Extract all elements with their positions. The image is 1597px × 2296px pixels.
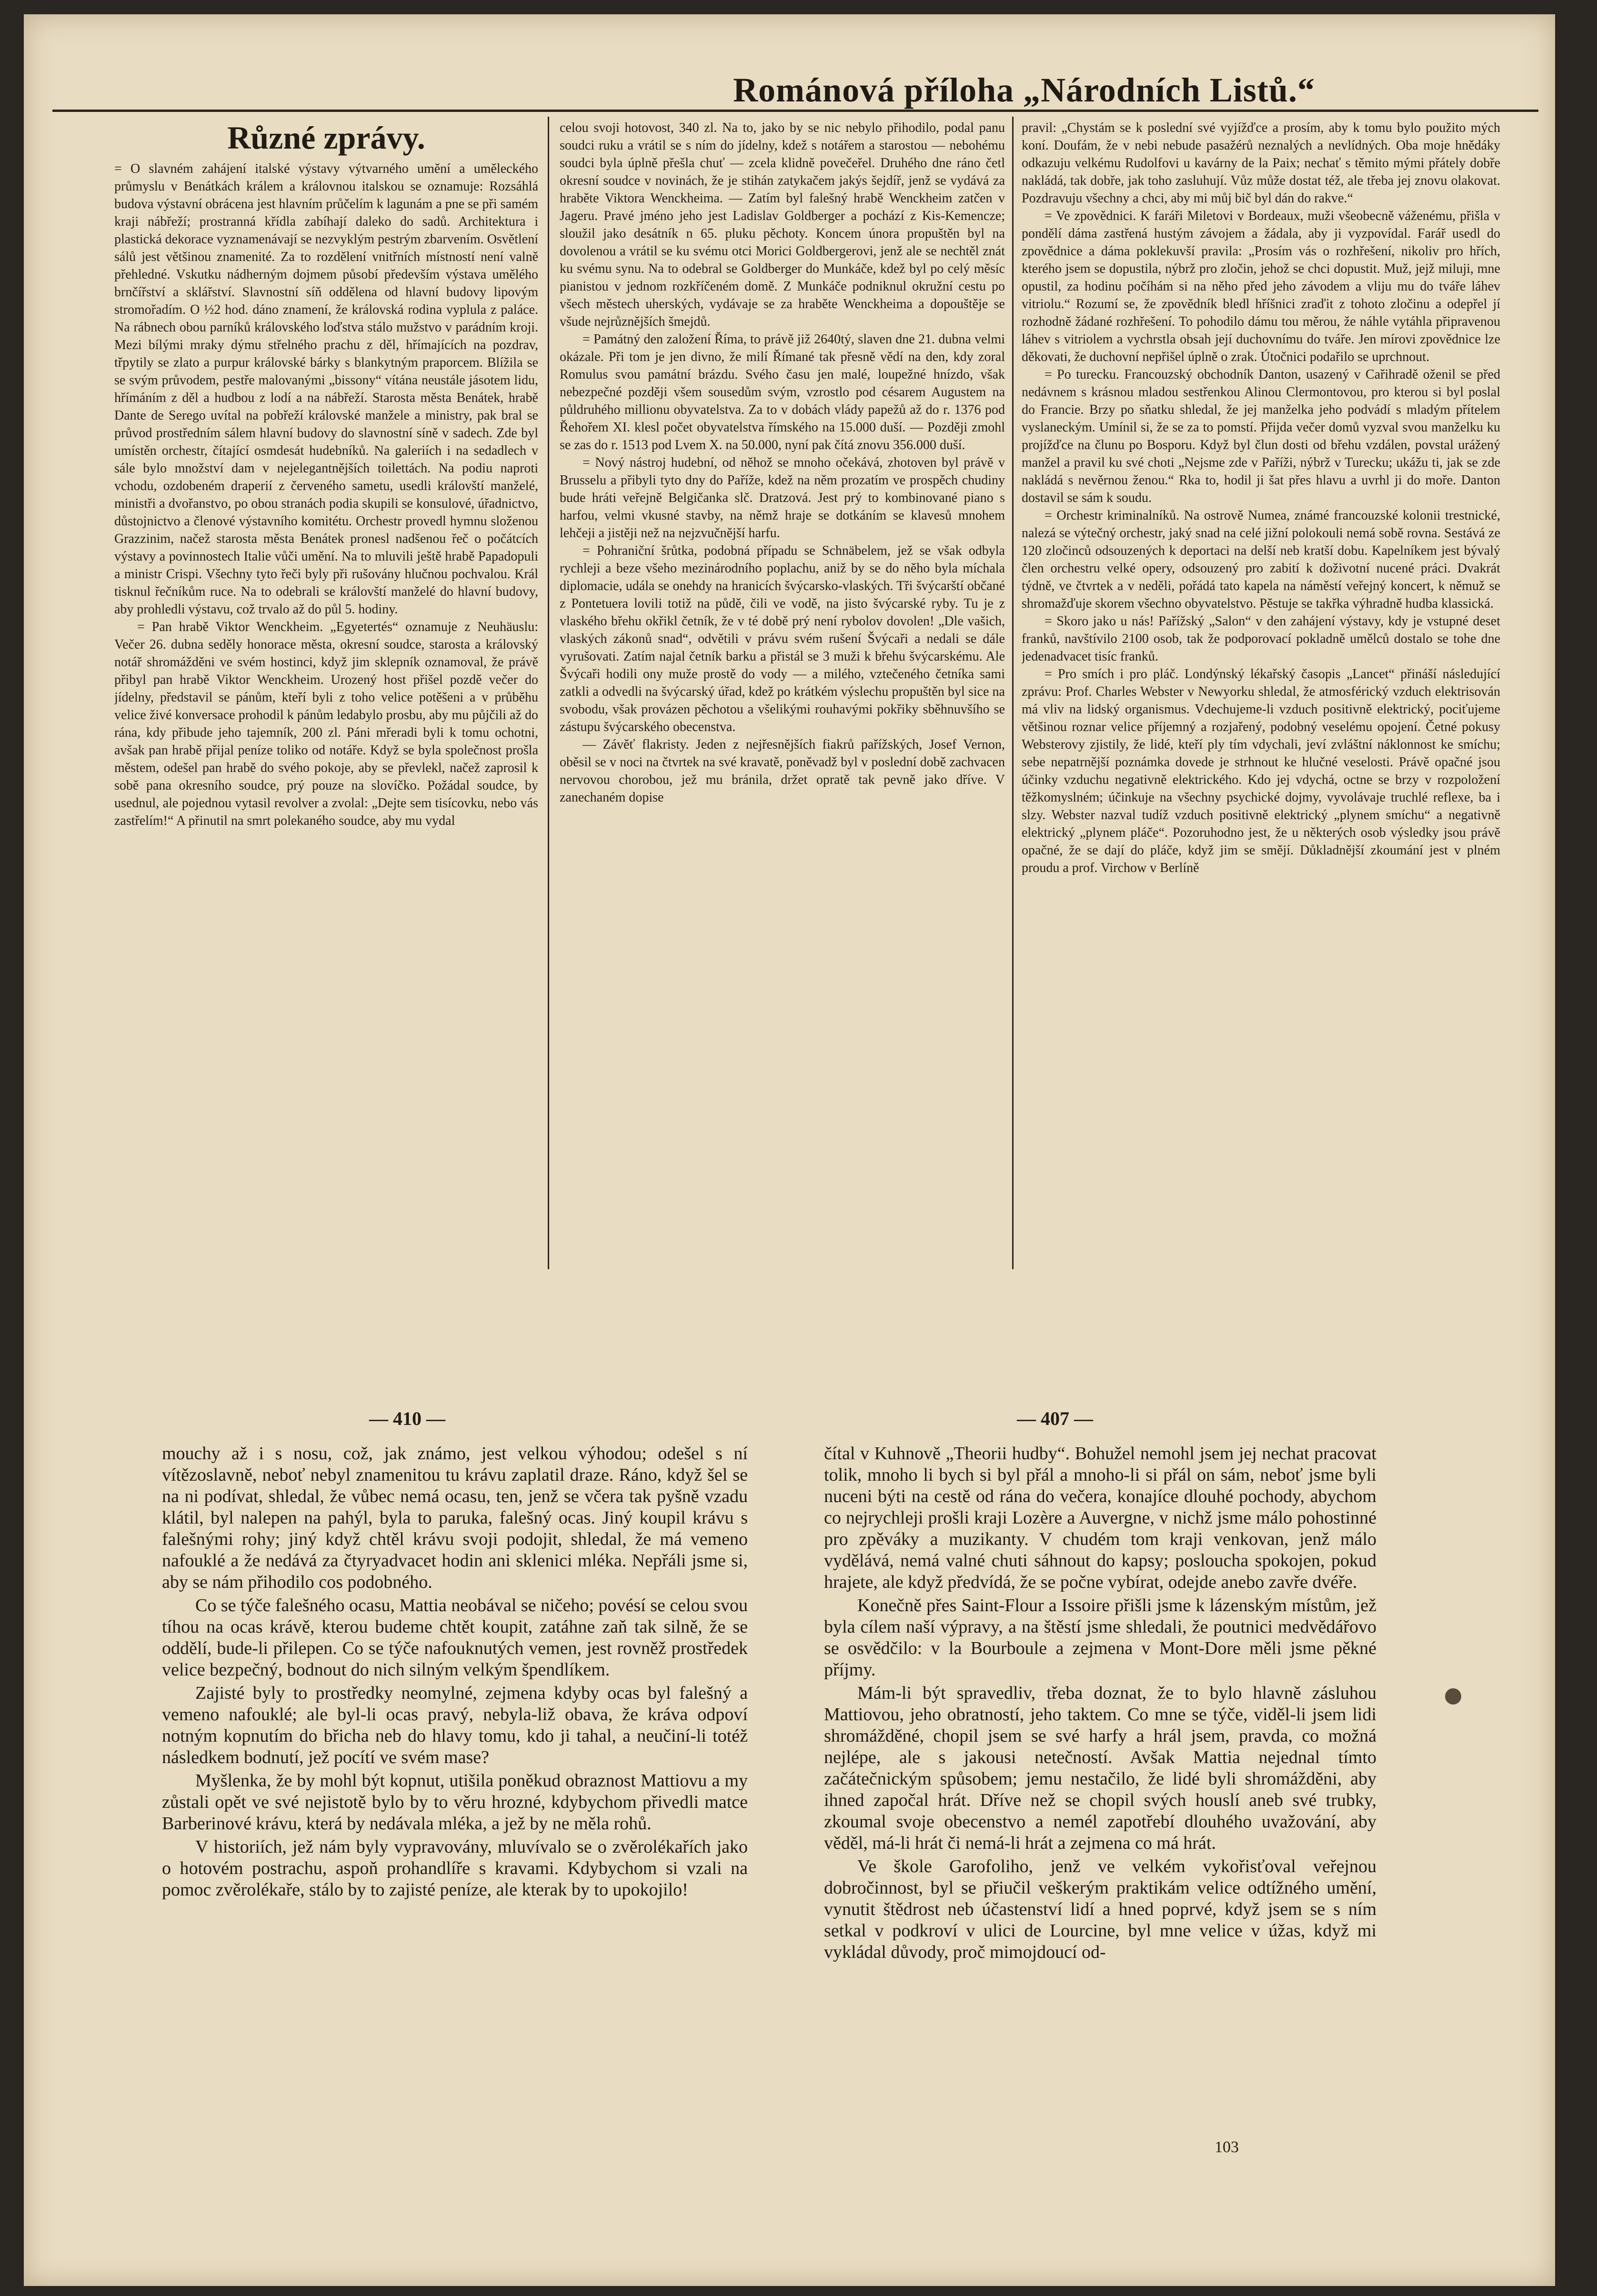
novel-paragraph: mouchy až i s nosu, což, jak známo, jest velkou výhodou; odešel s ní vítězoslavně, neboť nebyl znamenitou tu krávu zaplatil draze. Ráno, když šel se na ni podívat, shledal, že vůbec nemá ocasu, ten, jenž se včera tak pyšně vzadu klátil, byl nalepen na pahýl, byla to paruka, falešný ocas. Jiný koupil krávu s falešnými rohy; jiný když chtěl krávu svoji podojit, shledal, že má vemeno nafouklé a že nedává za čtyryadvacet hodin ani sklenici mléka. Nepřáli jsme si, aby se nám přihodilo cos podobného. bbox=[162, 1444, 748, 1592]
article-paragraph: = Pro smích i pro pláč. Londýnský lékařský časopis „Lancet“ přináší následující zprávu: Prof. Charles Webster v Newyorku shledal, že atmosférický vzduch elektrisován má vliv na lidský organismus. Vdechujeme-li vzduch positivně elektrický, pociťujeme většinou roznar velice příjemný a rozjařený, podobný veselému opojení. Četné pokusy Websterovy zjistily, že lidé, kteří ply tím vdychali, jeví zvláštní náklonnost ke smíchu; sebe nepatrnější poznámka dovede je strhnout ke hlučné veselosti. Právě opačné jsou účinky vzduchu negativně elektrického. Kdo jej vdychá, octne se brzy v rozpoložení těžkomyslném; účinkuje na všechny psychické dojmy, vyvolávaje truchlé reflexe, ba i slzy. Webster nazval tudíž vzduch positivně elektrický „plynem smíchu“ a negativně elektrický „plynem pláče“. Pozoruhodno jest, že u některých osob výsledky jsou právě opačné, že se dají do pláče, když jim se smějí. Důkladnější zkoumání jest v plném proudu a prof. Virchow v Berlíně bbox=[1022, 667, 1500, 875]
newspaper-page bbox=[24, 14, 1555, 2286]
article-paragraph: — Závěť flakristy. Jeden z nejřesnějších fiakrů pařížských, Josef Vernon, oběsil se v noci na čtvrtek na své kravatě, poněvadž byl v poslední době zachvacen nervovou chorobou, jež mu bránila, držet opratě tak pevně jako dříve. V zanechaném dopise bbox=[560, 737, 1005, 805]
article-paragraph: = Pan hrabě Viktor Wenckheim. „Egyetertés“ oznamuje z Neuhäuslu: Večer 26. dubna seděly honorace města, okresní soudce, starosta a královský notář shromážděni ve svém hostinci, když jim sklepník oznamoval, že právě přibyl pan hrabě Viktor Wenckheim. Urozený host přišel pozdě večer do jídelny, představil se pánům, kteří byli z toho velice potěšeni a v průběhu velice živé konversace prohodil k pánům ledabylo prosbu, aby mu půjčili až do rána, kdy přibude jeho tajemník, 200 zl. Páni mřeradi byli k tomu ochotni, avšak pan hrabě přijal peníze toliko od notáře. Když se byla společnost prošla městem, odešel pan hrabě do svého pokoje, aby se převlekl, načež zaprosil k sobě pana okresního soudce, prý pouze na slovíčko. Požádal soudce, by usednul, ale pojednou vytasil revolver a zvolal: „Dejte sem tisícovku, nebo vás zastřelím!“ A přinutil na smrt polekaného soudce, aby mu vydal bbox=[114, 620, 538, 828]
novel-right-column bbox=[824, 1443, 1376, 2134]
article-paragraph: pravil: „Chystám se k poslední své vyjížďce a prosím, aby k tomu bylo použito mých koní. Doufám, že v nebi nebude pasažérů neznalých a nevlídných. Oba moje hnědáky odkazuju velkému Rudolfovi u kavárny de la Paix; nechať s těmito mými přátely dobře nakládá, tak dobře, jak toho zasluhují. Vůz může dostat též, ale třeba jej znovu olakovat. Pozdravuju všechny a chci, aby mi můj bič byl dán do rakve.“ bbox=[1022, 120, 1500, 206]
page-header: Románová příloha „Národních Listů.“ bbox=[733, 71, 1315, 109]
article-paragraph: = Skoro jako u nás! Pařížský „Salon“ v den zahájení výstavy, kdy je vstupné deset franků, navštívilo 2100 osob, tak že podporovací pokladně umělců dostalo se tohe dne jedenadvacet tisíc franků. bbox=[1022, 614, 1500, 664]
article-paragraph: = Ve zpovědnici. K faráři Miletovi v Bordeaux, muži všeobecně váženému, přišla v pondělí dáma zastřená hustým závojem a žádala, aby ji vyzpovídal. Farář usedl do zpovědnice a dáma poklekuvší pravila: „Prosím vás o rozhřešení, nikoliv pro hřích, kterého jsem se dopustila, nýbrž pro zločin, jehož se chci dopustit. Muž, jejž miluji, mne opustil, za hodinu počíhám si na něho před jeho závodem a vliju mu do tváře láhev vitriolu.“ Rozumí se, že zpovědník bledl hříšnici zraďit z tohoto zločinu a odepřel jí rozhodně žádané rozhřešení. To pohodilo dámu tou měrou, že náhle vytáhla připravenou láhev s vitriolem a vychrstla obsah její duchovnímu do tváře. Jen mírovi zpovědnice lze děkovati, že duchovní nepřišel úplně o zrak. Útočnici podařilo se uprchnout. bbox=[1022, 209, 1500, 364]
novel-left-column bbox=[162, 1443, 748, 2134]
section-title: Různé zprávy. bbox=[227, 120, 425, 156]
novel-paragraph: Mám-li být spravedliv, třeba doznat, že to bylo hlavně zásluhou Mattiovou, jeho obratností, jeho taktem. Co mne se týče, viděl-li jsem lidi shromážděné, chopil jsem se své harfy a hrál jsem, pravda, co možná nejlépe, ale s jakousi netečností. Avšak Mattia nejednal tímto začátečnickým spůsobem; jemu nestačilo, že lidé byli shromážděni, aby ihned započal hrát. Dříve než se chopil svých houslí aneb své trubky, zkoumal svoje obecenstvo a nemél zapotřebí dlouhého uvažování, aby věděl, má-li hrát či nemá-li hrát a zejmena co má hrát. bbox=[824, 1683, 1376, 1853]
article-paragraph: = Pohraniční šrůtka, podobná případu se Schnäbelem, jež se však odbyla rychleji a beze všeho mezinárodního poplachu, aniž by se do něho byla míchala diplomacie, udála se onehdy na hranicích švýcarsko-vlaských. Tři švýcarští občané z Pontetuera lovili totiž na půdě, čili ve vodě, na jisto švýcarské ryby. Tu je z vlaského břehu okřikl četník, že v té době prý není rybolov dovolen! „Dle vašich, vlaských zákonů snad“, odvětili v právu svém rušení Švýcaři a nedali se dále vyrušovati. Zatím najal četník barku a přistál se 3 muži k břehu švýcarskému. Ale Švýcaři hodili ony muže prostě do vody — a milého, vztečeného četníka sami zatkli a odvedli na švýcarský úřad, kdež po krátkém výslechu propuštěn byl sice na svobodu, však provázen pěchotou a všelikými rouhavými pokřiky sběhnuvšího se zástupu švýcarského obecenstva. bbox=[560, 543, 1005, 734]
novel-paragraph: V historiích, jež nám byly vypravovány, mluvívalo se o zvěrolékařích jako o hotovém postrachu, aspoň prohandlíře s kravami. Kdybychom si vzali na pomoc zvěrolékaře, stálo by to zajisté peníze, ale kterak by to upokojilo! bbox=[162, 1837, 748, 1900]
column-divider bbox=[548, 117, 549, 1269]
novel-paragraph: Zajisté byly to prostředky neomylné, zejmena kdyby ocas byl falešný a vemeno nafouklé; ale byl-li ocas pravý, nebyla-liž obava, že kráva odpoví notným kopnutím do břicha neb do hlavy tomu, kdo ji tahal, a neučiní-li totéž následkem bodnutí, jež pocítí ve svém mase? bbox=[162, 1683, 748, 1767]
novel-paragraph: Co se týče falešného ocasu, Mattia neobával se ničeho; povésí se celou svou tíhou na ocas krávě, kterou budeme chtět koupit, zatáhne zaň tak silně, že se oddělí, bude-li přilepen. Co se týče nafouknutých vemen, jest rovněž prostředek velice bezpečný, bodnout do nich silným velkým špendlíkem. bbox=[162, 1595, 748, 1680]
column-1 bbox=[114, 119, 538, 1267]
column-divider bbox=[1012, 117, 1014, 1269]
punch-hole bbox=[1445, 1688, 1461, 1704]
article-paragraph: = Po turecku. Francouzský obchodník Danton, usazený v Cařihradě oženil se před nedávnem s krásnou mladou sestřenkou Alinou Clermontovou, pro kterou si byl poslal do Francie. Brzy po sňatku shledal, že jej manželka jeho podvádí s mladým přítelem vyslaneckým. Umínil si, že se za to pomstí. Přijda večer domů vyzval svou manželku ku projížďce na člunu po Bosporu. Když byl člun dosti od břehu vzdálen, povstal urážený manžel a pravil ku své choti „Nejsme zde v Paříži, nýbrž v Turecku; ukážu ti, jak se zde nakládá s nevěrnou ženou.“ Rka to, hodil ji šat přes hlavu a uvrhl ji do moře. Danton dostavil se sám k soudu. bbox=[1022, 367, 1500, 505]
novel-paragraph: Konečně přes Saint-Flour a Issoire přišli jsme k lázenským místům, jež byla cílem naší výpravy, a na štěstí jsme shledali, že poutnici medvědářovo se osvědčilo: v la Bourboule a zejmena v Mont-Dore měli jsme pěkné příjmy. bbox=[824, 1595, 1376, 1680]
footer-page-number: 103 bbox=[1215, 2138, 1239, 2156]
novel-paragraph: Myšlenka, že by mohl být kopnut, utišila poněkud obraznost Mattiovu a my zůstali opět ve své nejistotě bylo by to věru hrozné, kdybychom přivedli matce Barberinové krávu, která by nedávala mléka, a jež by ne měla rohů. bbox=[162, 1771, 748, 1834]
page-number-left: — 410 — bbox=[369, 1408, 445, 1429]
article-paragraph: = Památný den založení Říma, to právě již 2640tý, slaven dne 21. dubna velmi okázale. Při tom je jen divno, že milí Římané tak přesně vědí na den, kdy zoral Romulus svou památní brázdu. Svého času jen malé, loupežné hnízdo, však nebezpečné později všem sousedům svým, vzrostlo pod césarem Augustem na půldruhého millionu obyvatelstva. Za to v dobách vlády papežů až do r. 1376 pod Řehořem XI. klesl počet obyvatelstva římského na 15.000 duší. — Později zmohl se zas do r. 1513 pod Lvem X. na 50.000, nyní pak čítá znovu 356.000 duší. bbox=[560, 332, 1005, 452]
article-paragraph: = O slavném zahájení italské výstavy výtvarného umění a uměleckého průmyslu v Benátkách králem a královnou italskou se oznamuje: Rozsáhlá budova výstavní obrácena jest hlavním průčelím k lagunám a pne se při samém kraji nábřeží; prostranná křídla zabíhají daleko do sadů. Architektura i plastická dekorace vyznamenávají se nezvyklým pestrým zbarvením. Osvětlení sálů jest většinou znamenité. Za to rozdělení vnitřních místností není valně přehledné. Vskutku nádherným dojmem působí především výstava umělého brnčířství a sklářství. Slavnostní síň oddělena od hlavní budovy lipovým stromořadím. O ½2 hod. dáno znamení, že královská rodina vyplula z paláce. Na rábnech obou parníků královského loďstva stálo mužstvo v parádním kroji. Mezi bílými mraky dýmu střelného prachu z děl, hřímajících na pozdrav, třpytily se zlato a purpur královské bárky s blankytným praporcem. Blížila se se svým průvodem, pestře malovanými „bissony“ vítána neustále jásotem lidu, hřímáním z děl a hudbou z lodí a na nábřeží. Starosta města Benátek, hrabě Dante de Serego uvítal na pobřeží královské manžele a ministry, pak bral se průvod prostředním sálem hlavní budovy do slavnostní síně v sadech. Zde byl umístěn orchestr, čítající osmdesát hudebníků. Na galeriích i na sedadlech v sále bylo množství dam v nejelegantnějších toilettách. Na podiu naproti vchodu, ozdobeném draperií z červeného sametu, usedli královští manželé, ministři a dvořanstvo, po obou stranách podia skupili se konsulové, úřadnictvo, důstojnictvo a členové výstavního komitétu. Orchestr provedl hymnu složenou Grazzinim, načež starosta města Benátek pronesl nadšenou řeč o počátcích výstavy a povinnostech Italie vůči umění. Na to mluvili ještě hrabě Papadopuli a ministr Crispi. Všechny tyto řeči byly při rušovány hlučnou pochvalou. Král tisknul řečníkům ruce. Na to odebrali se královští manželé do hlavní budovy, aby prohledli výstavu, což trvalo až do půl 5. hodiny. bbox=[114, 161, 538, 617]
header-rule bbox=[52, 110, 1538, 112]
novel-paragraph: Ve škole Garofoliho, jenž ve velkém vykořisťoval veřejnou dobročinnost, byl se přiučil veškerým praktikám velice odtížného umění, vynutit štědrost neb účastenství lidí a hned poprvé, když jsem se s ním setkal v podkroví v ulici de Lourcine, byl mne velice v úžas, když mi vykládal důvody, proč mimojdoucí od- bbox=[824, 1856, 1376, 1962]
article-paragraph: celou svoji hotovost, 340 zl. Na to, jako by se nic nebylo přihodilo, podal panu soudci ruku a vrátil se s ním do jídelny, kdež s notářem a starostou — nebohému soudci byla úplně přešla chuť — zcela klidně povečeřel. Druhého dne ráno četl okresní soudce v novinách, že je stihán zatykačem jakýs šejdíř, jenž se vydává za hraběte Viktora Wenckheima. — Zatím byl falešný hrabě Wenckheim zatčen v Jageru. Pravé jméno jeho jest Ladislav Goldberger a pochází z Kis-Kemencze; sloužil jako desátník n 65. pluku pěchoty. Koncem února propuštěn byl na dovolenou a vrátil se ku svému otci Morici Goldbergerovi, jenž ale se nechtěl znát ku svému synu. Na to odebral se Goldberger do Munkáče, kdež byl po celý měsíc pianistou v jednom rozkříčeném domě. Z Munkáče podniknul okružní cestu po všech městech uherských, vydávaje se za hraběte Wenckheima a dopouštěje se všude nejrůznějších šmejdů. bbox=[560, 120, 1005, 329]
article-paragraph: = Nový nástroj hudební, od něhož se mnoho očekává, zhotoven byl právě v Brusselu a přibyli tyto dny do Paříže, kdež na něm prozatím ve prospěch chudiny bude hráti veřejně Belgičanka slč. Dratzová. Jest prý to kombinované piano s harfou, velmi vkusné stavby, na němž hraje se dotkáním se klavesů mnohem lehčeji a jistěji než na nejzvučnější harfu. bbox=[560, 455, 1005, 541]
novel-paragraph: čítal v Kuhnově „Theorii hudby“. Bohužel nemohl jsem jej nechat pracovat tolik, mnoho li bych si byl přál a mnoho-li si přál on sám, neboť jsme byli nuceni býti na cestě od rána do večera, konajíce dlouhé pochody, abychom co nejrychleji prošli kraji Lozère a Auvergne, v nichž jsme málo pohostinné pro zpěváky a muzikanty. V chudém tom kraji venkovan, jenž málo vydělává, nemá valné chuti sáhnout do kapsy; posloucha spokojen, pokud hrajete, ale když předvídá, že se počne vybírat, odejde anebo zavře dvéře. bbox=[824, 1444, 1376, 1592]
page-number-right: — 407 — bbox=[1017, 1408, 1093, 1429]
column-2 bbox=[560, 119, 1005, 1267]
column-3 bbox=[1022, 119, 1500, 1267]
article-paragraph: = Orchestr kriminalníků. Na ostrově Numea, známé francouzské kolonii trestnické, nalezá se výtečný orchestr, jaký snad na celé jižní polokouli nemá sobě rovna. Sestává ze 120 zločinců odsouzených k deportaci na delší neb kratší dobu. Kapelníkem jest bývalý člen orchestru velké opery, odsouzený pro zabití k doživotní nucené práci. Dvakrát týdně, ve čtvrtek a v neděli, pořádá tato kapela na náměstí veřejný koncert, k němuž se shromažďuje skorem všechno obyvatelstvo. Pěstuje se takřka výhradně hudba klassická. bbox=[1022, 508, 1500, 611]
